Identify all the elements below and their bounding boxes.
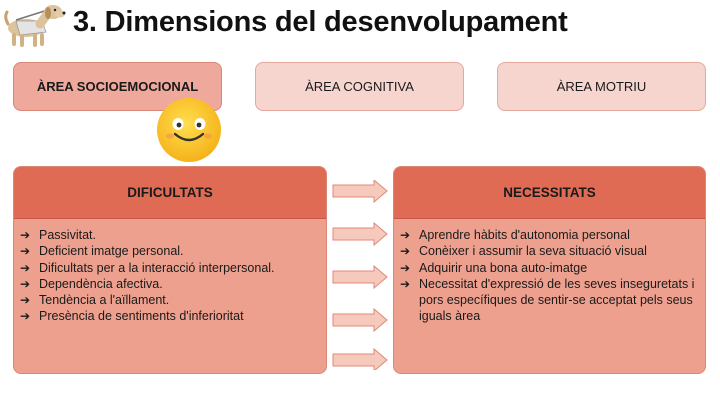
connector-arrows	[331, 180, 389, 370]
arrow-bullet-icon: ➔	[400, 228, 411, 242]
need-text: Necessitat d'expressió de les seves inseguretats i pors específiques de sentir-se acceptat pels seus iguals àrea	[419, 276, 695, 324]
need-text: Adquirir una bona auto-imatge	[419, 260, 588, 275]
arrow-bullet-icon: ➔	[20, 260, 31, 275]
difficulty-item	[20, 243, 320, 259]
area-motor-tab[interactable]: ÀREA MOTRIU	[497, 62, 706, 111]
arrow-bullet-icon: ➔	[20, 293, 31, 308]
area-cognitive-tab[interactable]: ÀREA COGNITIVA	[255, 62, 464, 111]
arrow-bullet-icon: ➔	[20, 309, 31, 324]
difficulty-text: Dependència afectiva.	[39, 276, 163, 291]
difficulty-item	[20, 276, 320, 292]
area-socioemotional-tab[interactable]: ÀREA SOCIOEMOCIONAL	[13, 62, 222, 111]
needs-list	[394, 219, 705, 325]
need-item	[400, 276, 699, 325]
difficulty-text: Dificultats per a la interacció interpersonal.	[39, 260, 275, 275]
right-arrow-icon	[333, 349, 387, 370]
needs-header: NECESSITATS	[394, 167, 705, 219]
guide-dog-icon	[2, 2, 68, 50]
arrow-bullet-icon: ➔	[20, 244, 31, 259]
arrow-bullet-icon: ➔	[400, 276, 411, 291]
difficulty-item	[20, 227, 320, 243]
difficulty-text: Presència de sentiments d'inferioritat	[39, 309, 244, 324]
arrow-bullet-icon: ➔	[400, 260, 411, 275]
need-item	[400, 260, 699, 276]
need-text: Conèixer i assumir la seva situació visual	[419, 244, 647, 259]
right-arrow-icon	[333, 223, 387, 245]
need-item	[400, 243, 699, 259]
difficulties-list	[14, 219, 326, 325]
smiling-emoji-icon	[156, 97, 222, 163]
difficulty-item	[20, 260, 320, 276]
right-arrow-icon	[333, 180, 387, 202]
arrow-bullet-icon: ➔	[20, 228, 31, 242]
arrow-bullet-icon: ➔	[400, 244, 411, 259]
difficulty-text: Deficient imatge personal.	[39, 244, 184, 259]
needs-panel	[393, 166, 706, 374]
need-item	[400, 227, 699, 243]
difficulty-text: Tendència a l'aïllament.	[39, 293, 170, 308]
difficulty-text: Passivitat.	[39, 228, 96, 242]
page-title: 3. Dimensions del desenvolupament	[73, 6, 568, 38]
right-arrow-icon	[333, 309, 387, 331]
difficulty-item	[20, 292, 320, 308]
need-text: Aprendre hàbits d'autonomia personal	[419, 228, 630, 242]
difficulty-item	[20, 308, 320, 324]
difficulties-panel	[13, 166, 327, 374]
right-arrow-icon	[333, 266, 387, 288]
arrow-bullet-icon: ➔	[20, 276, 31, 291]
difficulties-header: DIFICULTATS	[14, 167, 326, 219]
